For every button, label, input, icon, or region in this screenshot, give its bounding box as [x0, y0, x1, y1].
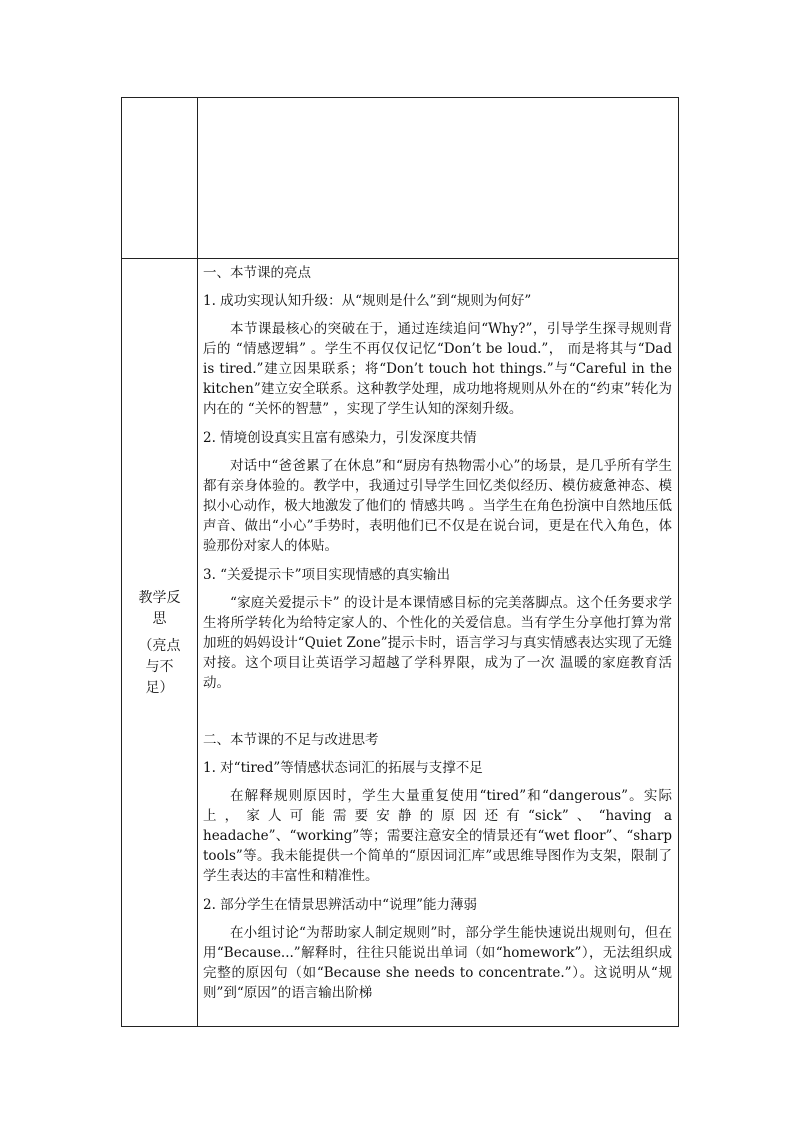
section-heading-shortcomings: 二、本节课的不足与改进思考 [203, 732, 379, 748]
reflection-table [121, 97, 679, 1027]
highlight-3-body: “家庭关爱提示卡” 的设计是本课情感目标的完美落脚点。这个任务要求学生将所学转化为给特定家人的、个性化的关爱信息。当有学生分享他打算为常加班的妈妈设计“Quiet Zone”提示卡时，语言学习与真实情感表达实现了无缝对接。这个项目让英语学习超越了学科界限，成为了一次 温暖的家庭教育活动。 [203, 595, 672, 691]
reflection-content [203, 261, 672, 1026]
highlight-1-body: 本节课最核心的突破在于，通过连续追问“Why?”，引导学生探寻规则背后的 “情感逻辑” 。学生不再仅仅记忆“Don’t be loud.”， 而是将其与“Dad is tired.”建立因果联系；将“Don’t touch hot things.”与“Careful in the kitchen”建立安全联系。这种教学处理，成功地将规则从外在的“约束”转化为内在的 “关怀的智慧” ，实现了学生认知的深刻升级。 [203, 321, 672, 417]
label-line: 足） [145, 680, 174, 696]
shortcoming-1-title: 1. 对“tired”等情感状态词汇的拓展与支撑不足 [203, 760, 483, 776]
spacer [203, 702, 672, 728]
column-divider [197, 98, 198, 1026]
highlight-2-body: 对话中“爸爸累了在休息”和“厨房有热物需小心”的场景，是几乎所有学生都有亲身体验的。教学中，我通过引导学生回忆类似经历、模仿疲惫神态、模拟小心动作，极大地激发了他们的 情感共鸣 。当学生在角色扮演中自然地压低声音、做出“小心”手势时，表明他们已不仅是在说台词，更是在代入角色，体验那份对家人的体贴。 [203, 458, 672, 554]
shortcoming-1-body: 在解释规则原因时，学生大量重复使用“tired”和“dangerous”。实际上，家人可能需要安静的原因还有“sick”、“having a headache”、“working”等；需要注意安全的情景还有“wet floor”、“sharp tools”等。我未能提供一个简单的“原因词汇库”或思维导图作为支架，限制了学生表达的丰富性和精准性。 [203, 788, 672, 884]
shortcoming-2-body: 在小组讨论“为帮助家人制定规则”时，部分学生能快速说出规则句，但在用“Because...”解释时，往往只能说出单词（如“homework”），无法组织成完整的原因句（如“Because she needs to concentrate.”）。这说明从“规则”到“原因”的语言输出阶梯 [203, 925, 672, 1001]
label-line: 思 [152, 611, 167, 627]
highlight-1-title: 1. 成功实现认知升级：从“规则是什么”到“规则为何好” [203, 293, 532, 309]
shortcoming-2-title: 2. 部分学生在情景思辨活动中“说理”能力薄弱 [203, 897, 477, 913]
label-line: （亮点 [138, 638, 181, 654]
row-divider [122, 258, 678, 259]
row-label-teaching-reflection [122, 588, 197, 699]
highlight-3-title: 3. “关爱提示卡”项目实现情感的真实输出 [203, 567, 450, 583]
label-line: 与不 [145, 659, 174, 675]
label-line: 教学反 [138, 590, 181, 606]
section-heading-highlights: 一、本节课的亮点 [203, 265, 311, 281]
highlight-2-title: 2. 情境创设真实且富有感染力，引发深度共情 [203, 430, 477, 446]
